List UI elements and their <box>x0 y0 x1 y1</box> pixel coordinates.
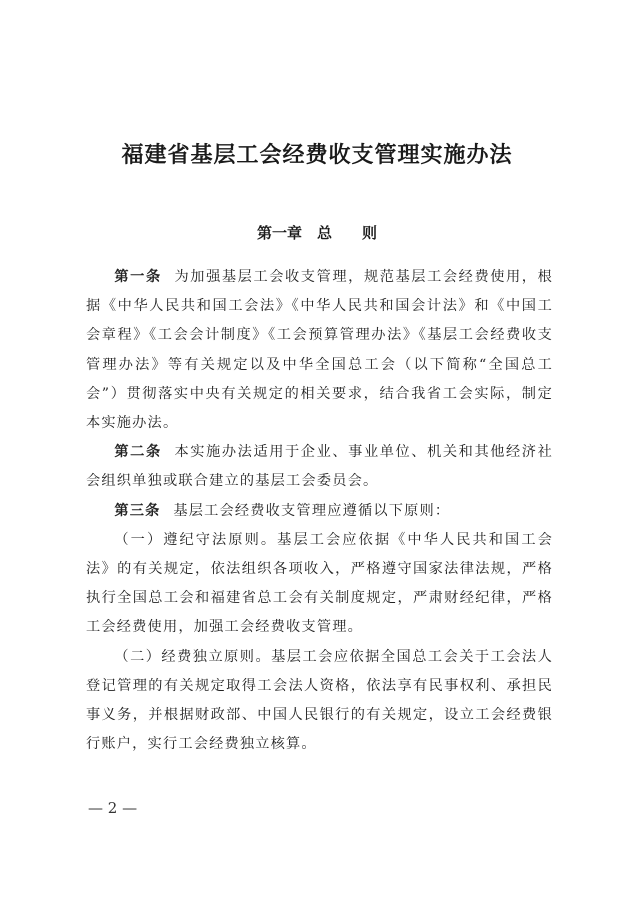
document-body <box>86 263 553 759</box>
principle-item: （二）经费独立原则。基层工会应依据全国总工会关于工会法人登记管理的有关规定取得工会法人资格，依法享有民事权利、承担民事义务，并根据财政部、中国人民银行的有关规定，设立工会经费银行账户，实行工会经费独立核算。 <box>86 648 553 753</box>
article-label: 第三条 <box>114 502 161 519</box>
article-3 <box>86 497 553 526</box>
article-text: 本实施办法适用于企业、事业单位、机关和其他经济社会组织单独或联合建立的基层工会委员会。 <box>86 444 553 490</box>
article-label: 第二条 <box>114 444 162 461</box>
page-number: — 2 — <box>88 799 138 817</box>
article-text: 为加强基层工会收支管理，规范基层工会经费使用，根据《中华人民共和国工会法》《中华人民共和国会计法》和《中国工会章程》《工会会计制度》《工会预算管理办法》《基层工会经费收支管理办法》等有关规定以及中华全国总工会（以下简称“全国总工会”）贯彻落实中央有关规定的相关要求，结合我省工会实际，制定本实施办法。 <box>86 269 553 432</box>
article-text: 基层工会经费收支管理应遵循以下原则： <box>173 502 451 519</box>
article-1 <box>86 263 553 438</box>
document-title: 福建省基层工会经费收支管理实施办法 <box>121 143 513 168</box>
article-label: 第一条 <box>114 269 162 285</box>
principle-item: （一）遵纪守法原则。基层工会应依据《中华人民共和国工会法》的有关规定，依法组织各项收入，严格遵守国家法律法规，严格执行全国总工会和福建省总工会有关制度规定，严肃财经纪律，严格工会经费使用，加强工会经费收支管理。 <box>86 531 553 636</box>
chapter-heading: 第一章 总 则 <box>256 224 377 242</box>
article-2 <box>86 438 553 496</box>
